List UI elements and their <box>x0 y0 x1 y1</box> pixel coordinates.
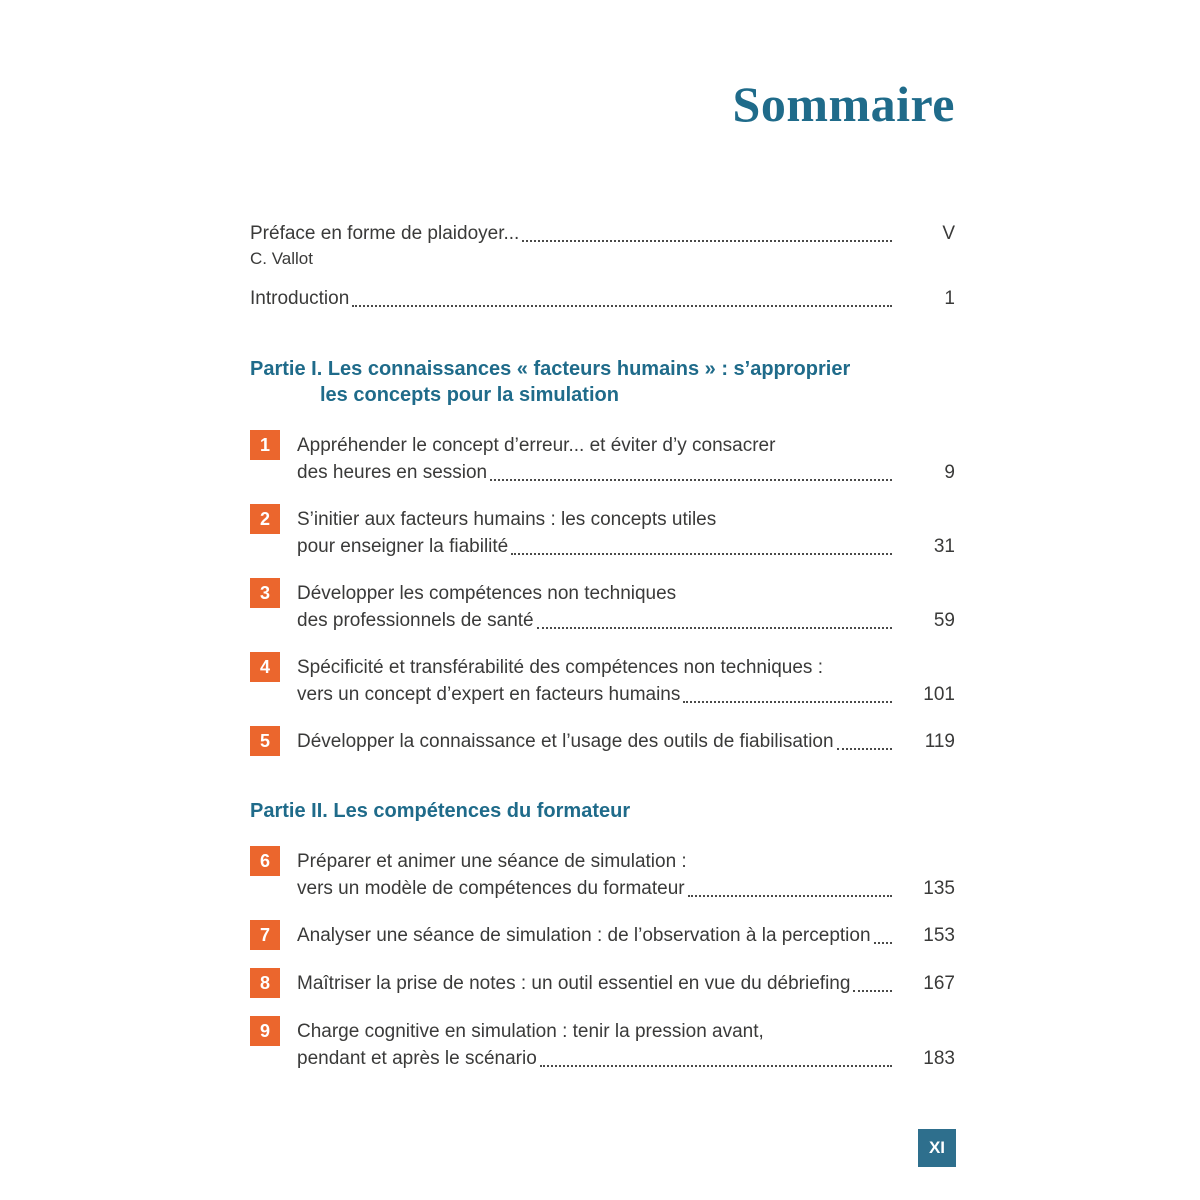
entry-title: Développer la connaissance et l’usage des outils de fiabilisation <box>297 731 834 752</box>
entry-title-line2: pour enseigner la fiabilité <box>297 536 509 557</box>
dot-leader <box>540 1045 892 1067</box>
chapter-number-badge: 5 <box>250 726 280 756</box>
chapter-number-badge: 7 <box>250 920 280 950</box>
chapter-entry-body <box>297 506 955 560</box>
dot-leader <box>537 607 892 629</box>
dot-leader <box>874 922 892 944</box>
dot-leader <box>683 681 892 703</box>
toc-entry-line <box>297 459 955 486</box>
page-title: Sommaire <box>732 76 955 132</box>
part-1-heading <box>250 356 955 408</box>
chapter-entry-body <box>297 1018 955 1072</box>
entry-title-line2: pendant et après le scénario <box>297 1048 537 1069</box>
chapter-entry-body <box>297 922 955 949</box>
part-heading-line1: Partie I. Les connaissances « facteurs humains » : s’approprier <box>250 358 851 380</box>
dot-leader <box>522 220 892 242</box>
entry-page-number: 1 <box>944 288 955 309</box>
toc-entry-line <box>297 607 955 634</box>
part-heading-line1: Partie II. Les compétences du formateur <box>250 800 631 822</box>
chapter-entry-body <box>297 432 955 486</box>
toc-entry-line <box>297 922 955 949</box>
chapter-entry-body <box>297 848 955 902</box>
chapter-number-badge: 2 <box>250 504 280 534</box>
table-of-contents <box>250 220 955 1072</box>
toc-entry-line <box>250 285 955 312</box>
toc-entry-preface <box>250 220 955 271</box>
chapter-entry-body <box>297 580 955 634</box>
dot-leader <box>688 875 892 897</box>
toc-entry-line <box>297 875 955 902</box>
entry-page-number: 167 <box>923 973 955 994</box>
dot-leader <box>853 970 892 992</box>
toc-entry-introduction <box>250 285 955 312</box>
dot-leader <box>511 533 892 555</box>
chapter-number-badge: 8 <box>250 968 280 998</box>
entry-title-line1: Appréhender le concept d’erreur... et éviter d’y consacrer <box>297 435 776 456</box>
entry-page-number: 9 <box>944 462 955 483</box>
part-2-heading <box>250 798 955 824</box>
chapter-entry-body <box>297 970 955 997</box>
chapter-number-badge: 9 <box>250 1016 280 1046</box>
entry-title-line1: S’initier aux facteurs humains : les concepts utiles <box>297 509 717 530</box>
dot-leader <box>352 285 892 307</box>
entry-page-number: V <box>942 223 955 244</box>
toc-entry-chapter-4 <box>250 654 955 708</box>
entry-author: C. Vallot <box>250 249 313 268</box>
entry-page-number: 59 <box>933 610 955 631</box>
chapter-number-badge: 6 <box>250 846 280 876</box>
toc-entry-chapter-7 <box>250 922 955 950</box>
entry-page-number: 153 <box>923 925 955 946</box>
entry-title-line1: Préparer et animer une séance de simulation : <box>297 851 687 872</box>
toc-entry-line <box>297 728 955 755</box>
folio-page-number: XI <box>918 1129 956 1167</box>
toc-entry-line <box>297 681 955 708</box>
entry-title-line1: Charge cognitive en simulation : tenir la pression avant, <box>297 1021 764 1042</box>
entry-title-line2: des professionnels de santé <box>297 610 534 631</box>
entry-title-line2: vers un concept d’expert en facteurs humains <box>297 684 681 705</box>
toc-entry-chapter-3 <box>250 580 955 634</box>
entry-page-number: 101 <box>923 684 955 705</box>
toc-entry-chapter-6 <box>250 848 955 902</box>
entry-page-number: 31 <box>933 536 955 557</box>
toc-entry-chapter-9 <box>250 1018 955 1072</box>
chapter-number-badge: 3 <box>250 578 280 608</box>
entry-title-line1: Spécificité et transférabilité des compétences non techniques : <box>297 657 823 678</box>
toc-entry-chapter-2 <box>250 506 955 560</box>
part-heading-line2: les concepts pour la simulation <box>320 384 619 406</box>
dot-leader <box>490 459 892 481</box>
entry-title: Maîtriser la prise de notes : un outil essentiel en vue du débriefing <box>297 973 851 994</box>
entry-title: Introduction <box>250 288 350 309</box>
entry-page-number: 135 <box>923 878 955 899</box>
toc-entry-chapter-1 <box>250 432 955 486</box>
entry-title-line2: vers un modèle de compétences du formateur <box>297 878 685 899</box>
entry-title-line2: des heures en session <box>297 462 488 483</box>
chapter-number-badge: 4 <box>250 652 280 682</box>
entry-title: Analyser une séance de simulation : de l’observation à la perception <box>297 925 871 946</box>
entry-title-line1: Développer les compétences non techniques <box>297 583 677 604</box>
toc-entry-line <box>297 1045 955 1072</box>
toc-entry-chapter-5 <box>250 728 955 756</box>
chapter-entry-body <box>297 654 955 708</box>
toc-entry-line <box>297 970 955 997</box>
entry-page-number: 183 <box>923 1048 955 1069</box>
entry-title: Préface en forme de plaidoyer... <box>250 223 520 244</box>
toc-entry-line <box>250 220 955 247</box>
toc-entry-chapter-8 <box>250 970 955 998</box>
chapter-number-badge: 1 <box>250 430 280 460</box>
entry-page-number: 119 <box>924 731 955 752</box>
toc-entry-line <box>297 533 955 560</box>
dot-leader <box>837 728 892 750</box>
chapter-entry-body <box>297 728 955 755</box>
